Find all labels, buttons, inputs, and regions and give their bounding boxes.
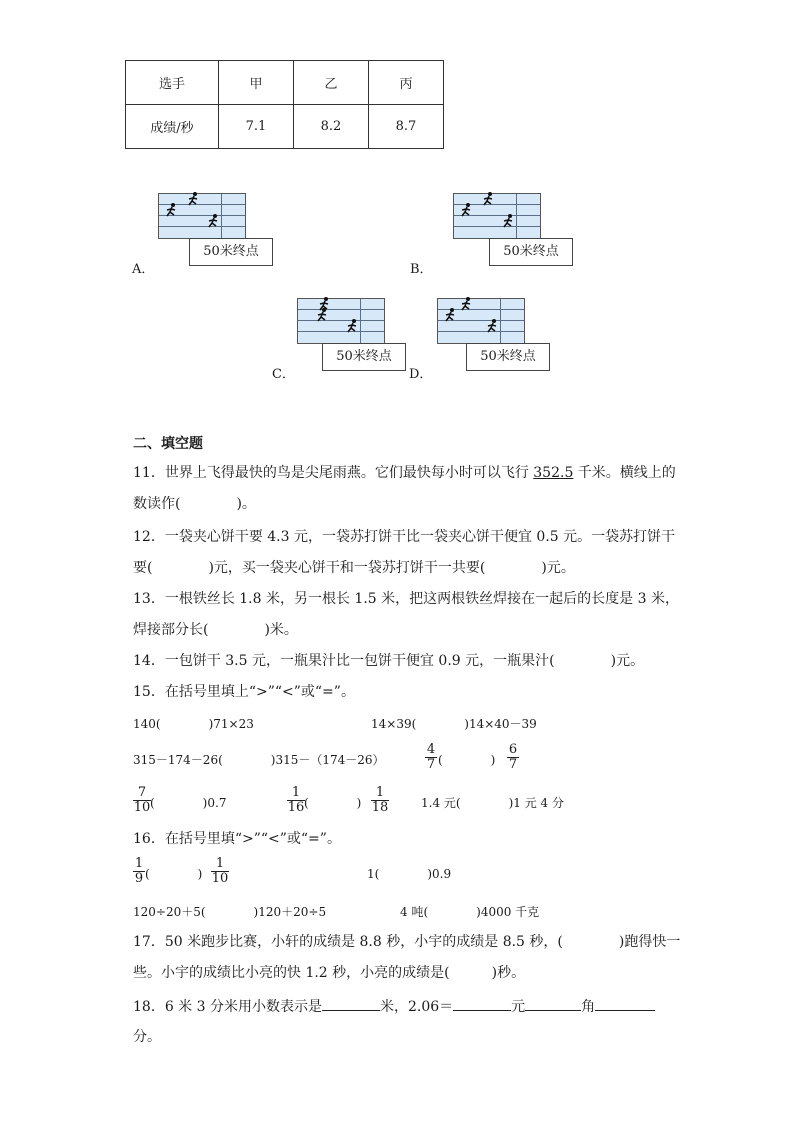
- answer-blank: [322, 996, 380, 1011]
- table-cell: 成绩/秒: [126, 105, 219, 149]
- denominator: 9: [134, 871, 144, 886]
- comparison-text: 1( )0.9: [367, 867, 452, 881]
- comparison-blank: ( ): [438, 753, 496, 767]
- question-11-line-1: [133, 463, 676, 483]
- score-table: [125, 60, 444, 149]
- numerator: 4: [426, 742, 436, 757]
- question-13-line-1: 13．一根铁丝长 1.8 米，另一根长 1.5 米，把这两根铁丝焊接在一起后的长度是 3 米，: [133, 591, 679, 607]
- runner-icon: [444, 308, 456, 322]
- finish-label: 50米终点: [489, 238, 573, 266]
- denominator: 7: [508, 757, 518, 772]
- question-15-row-1b: 14×39( )14×40－39: [371, 717, 537, 731]
- question-16-title: 16．在括号里填“>”“<”或“=”。: [133, 831, 341, 847]
- table-row: [126, 105, 444, 149]
- numerator: 1: [375, 785, 385, 800]
- table-cell: 8.2: [294, 105, 369, 149]
- table-header-row: [126, 61, 444, 105]
- numerator: 6: [508, 742, 518, 757]
- section-title: 二、填空题: [133, 436, 203, 452]
- denominator: 10: [211, 871, 229, 886]
- runner-icon: [482, 192, 494, 206]
- table-cell: 8.7: [369, 105, 444, 149]
- table-cell: 乙: [294, 61, 369, 105]
- runner-icon: [486, 319, 498, 333]
- option-c-label: C．: [272, 367, 295, 382]
- runner-icon: [316, 308, 328, 322]
- denominator: 7: [426, 757, 436, 772]
- runner-icon: [346, 319, 358, 333]
- question-12-line-1: 12．一袋夹心饼干要 4.3 元，一袋苏打饼干比一袋夹心饼干便宜 0.5 元。一袋苏打饼干: [133, 529, 676, 545]
- table-cell: 甲: [219, 61, 294, 105]
- fraction: [133, 857, 145, 886]
- numerator: 7: [137, 785, 147, 800]
- option-d-track-image: [437, 298, 525, 344]
- numerator: 1: [215, 856, 225, 871]
- question-18-line-2: 分。: [133, 1029, 161, 1045]
- question-18-line-1: [133, 996, 655, 1017]
- runner-icon: [207, 214, 219, 228]
- q18-text: 18．6 米 3 分米用小数表示是: [133, 999, 322, 1015]
- comparison-text: 1.4 元( )1 元 4 分: [421, 796, 564, 810]
- fraction: [133, 786, 151, 815]
- option-a-label: A．: [132, 262, 155, 277]
- question-15-row-2a: 315－174－26( )315－（174－26）: [133, 753, 385, 767]
- option-c-track-image: [297, 298, 385, 344]
- fraction: [507, 743, 519, 772]
- comparison-text: 4 吨( )4000 千克: [400, 905, 540, 919]
- q18-text: 米，2.06＝: [379, 999, 454, 1015]
- answer-blank: [595, 996, 655, 1011]
- table-cell: 丙: [369, 61, 444, 105]
- comparison-text: 120÷20＋5( )120＋20÷5: [133, 905, 327, 919]
- runner-icon: [460, 297, 472, 311]
- fraction: [211, 857, 229, 886]
- finish-label: 50米终点: [189, 238, 273, 266]
- option-b-track-image: [453, 193, 541, 239]
- runner-icon: [165, 203, 177, 217]
- finish-label: 50米终点: [322, 343, 406, 371]
- table-cell: 选手: [126, 61, 219, 105]
- runner-icon: [460, 203, 472, 217]
- comparison-blank: ( ): [304, 796, 362, 810]
- table-cell: 7.1: [219, 105, 294, 149]
- question-11-line-2: 数读作( )。: [133, 496, 256, 512]
- comparison-blank: ( ): [145, 867, 203, 881]
- comparison-text: ( )0.7: [150, 796, 227, 810]
- option-b-label: B．: [410, 262, 433, 277]
- question-14: 14．一包饼干 3.5 元，一瓶果汁比一包饼干便宜 0.9 元，一瓶果汁( )元。: [133, 653, 645, 669]
- q18-text: 元: [511, 999, 526, 1015]
- fraction: [425, 743, 437, 772]
- runner-icon: [187, 192, 199, 206]
- answer-blank: [525, 996, 581, 1011]
- fraction: [287, 786, 305, 815]
- numerator: 1: [134, 856, 144, 871]
- q18-text: 角: [581, 999, 596, 1015]
- denominator: 10: [133, 800, 151, 815]
- denominator: 16: [287, 800, 305, 815]
- question-13-line-2: 焊接部分长( )米。: [133, 622, 298, 638]
- finish-label: 50米终点: [466, 343, 550, 371]
- question-17-line-2: 些。小宇的成绩比小亮的快 1.2 秒，小亮的成绩是( )秒。: [133, 965, 526, 981]
- answer-blank: [453, 996, 511, 1011]
- runner-icon: [502, 214, 514, 228]
- q11-underlined-number: 352.5: [533, 465, 574, 481]
- question-17-line-1: 17．50 米跑步比赛，小轩的成绩是 8.8 秒，小宇的成绩是 8.5 秒，( )跑得快一: [133, 934, 681, 950]
- option-d-label: D．: [409, 367, 433, 382]
- option-a-track-image: [158, 193, 246, 239]
- q11-text: 11．世界上飞得最快的鸟是尖尾雨燕。它们最快每小时可以飞行: [133, 465, 534, 481]
- question-15-row-1a: 140( )71×23: [133, 717, 254, 731]
- question-15-title: 15．在括号里填上“>”“<”或“=”。: [133, 684, 355, 700]
- q11-text: 千米。横线上的: [573, 465, 676, 481]
- question-12-line-2: 要( )元，买一袋夹心饼干和一袋苏打饼干一共要( )元。: [133, 560, 575, 576]
- fraction: [371, 786, 389, 815]
- denominator: 18: [371, 800, 389, 815]
- numerator: 1: [291, 785, 301, 800]
